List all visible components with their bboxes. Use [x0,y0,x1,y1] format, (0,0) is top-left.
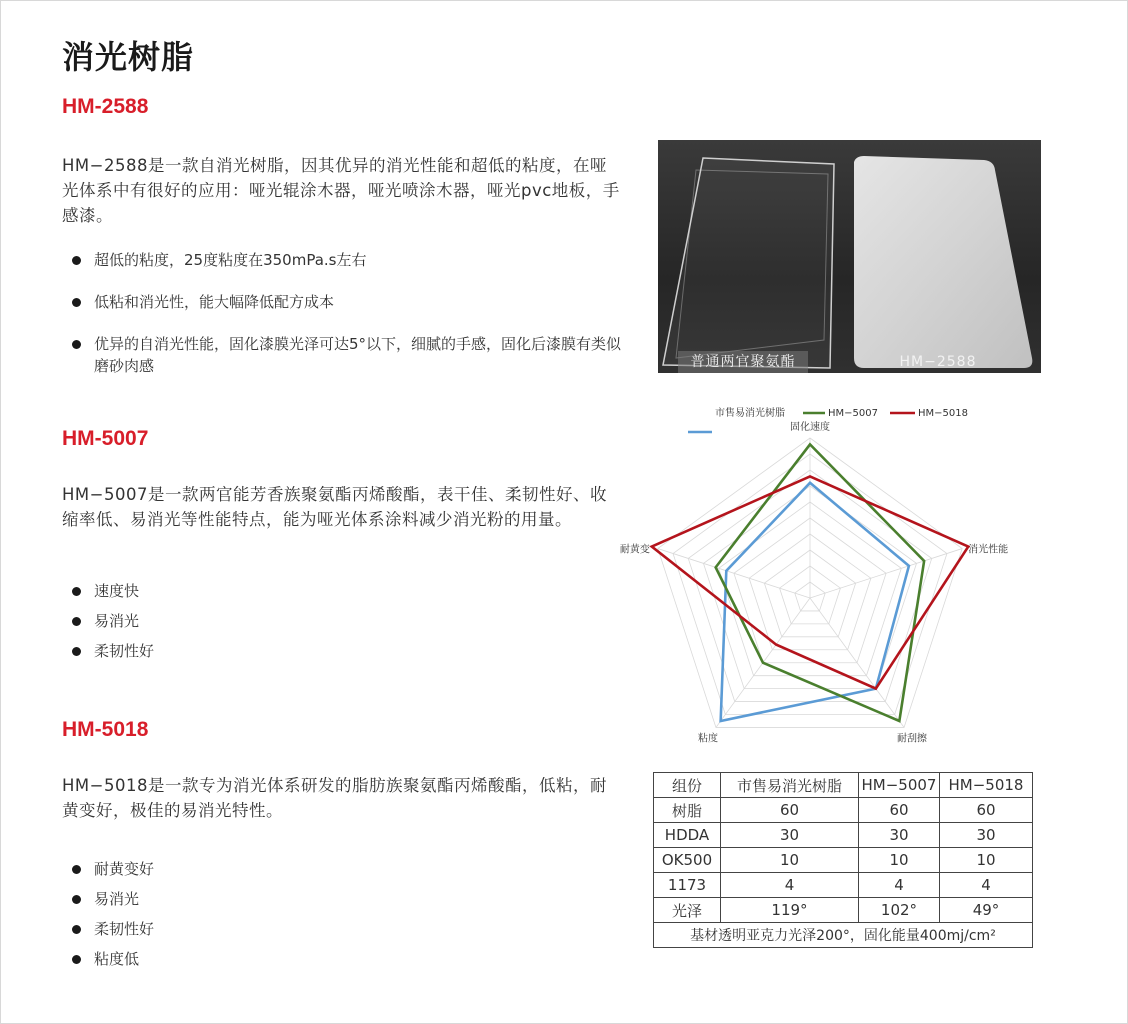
table-cell: 119° [721,898,859,923]
bullet-list-hm-5007 [72,580,154,662]
table-header: 市售易消光树脂 [721,773,859,798]
table-footer-row [654,923,1033,948]
table-cell: 10 [940,848,1033,873]
radar-series-line [716,444,924,721]
table-cell: 49° [940,898,1033,923]
radar-axis-label: 粘度 [697,733,718,745]
legend-label: HM−5007 [828,408,878,419]
bullet-dot-icon [72,925,81,934]
list-item: 耐黄变好 [72,858,154,880]
table-row [654,873,1033,898]
bullet-list-hm-5018 [72,858,154,970]
list-item: 易消光 [72,888,154,910]
bullet-dot-icon [72,955,81,964]
list-item: 低粘和消光性，能大幅降低配方成本 [72,291,632,313]
list-item: 易消光 [72,610,154,632]
table-cell: HDDA [654,823,721,848]
table-cell: 10 [859,848,940,873]
bullet-dot-icon [72,895,81,904]
radar-axis-label: 固化速度 [790,422,830,433]
table-footer: 基材透明亚克力光泽200°，固化能量400mj/cm² [654,923,1033,948]
product-desc-hm-5018: HM−5018是一款专为消光体系研发的脂肪族聚氨酯丙烯酸酯，低粘，耐黄变好，极佳的易消光特性。 [62,776,607,820]
radar-chart [620,400,1020,750]
product-photo [658,140,1041,373]
table-cell: 60 [940,798,1033,823]
table-cell: 30 [721,823,859,848]
table-cell: 1173 [654,873,721,898]
list-item: 柔韧性好 [72,918,154,940]
table-row [654,848,1033,873]
list-item: 超低的粘度，25度粘度在350mPa.s左右 [72,249,632,271]
table-cell: 60 [721,798,859,823]
table-row [654,798,1033,823]
comparison-table [653,772,1033,948]
table-row [654,898,1033,923]
product-title-hm-5007: HM-5007 [62,427,149,450]
product-title-hm-5018: HM-5018 [62,718,149,741]
list-item: 柔韧性好 [72,640,154,662]
table-cell: OK500 [654,848,721,873]
legend-label: 市售易消光树脂 [715,408,785,419]
table-cell: 4 [940,873,1033,898]
table-cell: 4 [859,873,940,898]
product-title-hm-2588: HM-2588 [62,95,149,118]
photo-caption-left: 普通两官聚氨酯 [678,351,808,373]
bullet-list-hm-2588 [72,249,632,377]
radar-axis-label: 耐黄变 [620,544,650,556]
clear-panel [663,158,834,368]
product-desc-hm-5007: HM−5007是一款两官能芳香族聚氨酯丙烯酸酯，表干佳、柔韧性好、收缩率低、易消光等性能特点，能为哑光体系涂料减少消光粉的用量。 [62,485,607,529]
table-cell: 树脂 [654,798,721,823]
bullet-dot-icon [72,298,81,307]
list-item: 速度快 [72,580,154,602]
radar-axis-label: 消光性能 [968,544,1009,556]
table-cell: 4 [721,873,859,898]
table-cell: 102° [859,898,940,923]
bullet-dot-icon [72,340,81,349]
table-cell: 60 [859,798,940,823]
radar-spoke [658,549,810,598]
table-header-row [654,773,1033,798]
table-header: HM−5018 [940,773,1033,798]
bullet-dot-icon [72,256,81,265]
table-header: HM−5007 [859,773,940,798]
table-cell: 30 [859,823,940,848]
table-cell: 30 [940,823,1033,848]
photo-illustration [658,140,1041,373]
page-title: 消光树脂 [62,38,195,76]
table-row [654,823,1033,848]
table-cell: 10 [721,848,859,873]
bullet-dot-icon [72,865,81,874]
product-desc-hm-2588: HM−2588是一款自消光树脂，因其优异的消光性能和超低的粘度，在哑光体系中有很好的应用：哑光辊涂木器，哑光喷涂木器，哑光pvc地板，手感漆。 [62,156,620,225]
list-item: 粘度低 [72,948,154,970]
bullet-dot-icon [72,617,81,626]
bullet-dot-icon [72,647,81,656]
matte-panel [854,156,1032,368]
table-cell: 光泽 [654,898,721,923]
photo-caption-right: HM−2588 [899,354,977,370]
table-header: 组份 [654,773,721,798]
radar-axis-label: 耐刮擦 [897,733,928,745]
legend-label: HM−5018 [918,408,968,419]
list-item: 优异的自消光性能，固化漆膜光泽可达5°以下，细腻的手感，固化后漆膜有类似磨砂肉感 [72,333,632,377]
bullet-dot-icon [72,587,81,596]
